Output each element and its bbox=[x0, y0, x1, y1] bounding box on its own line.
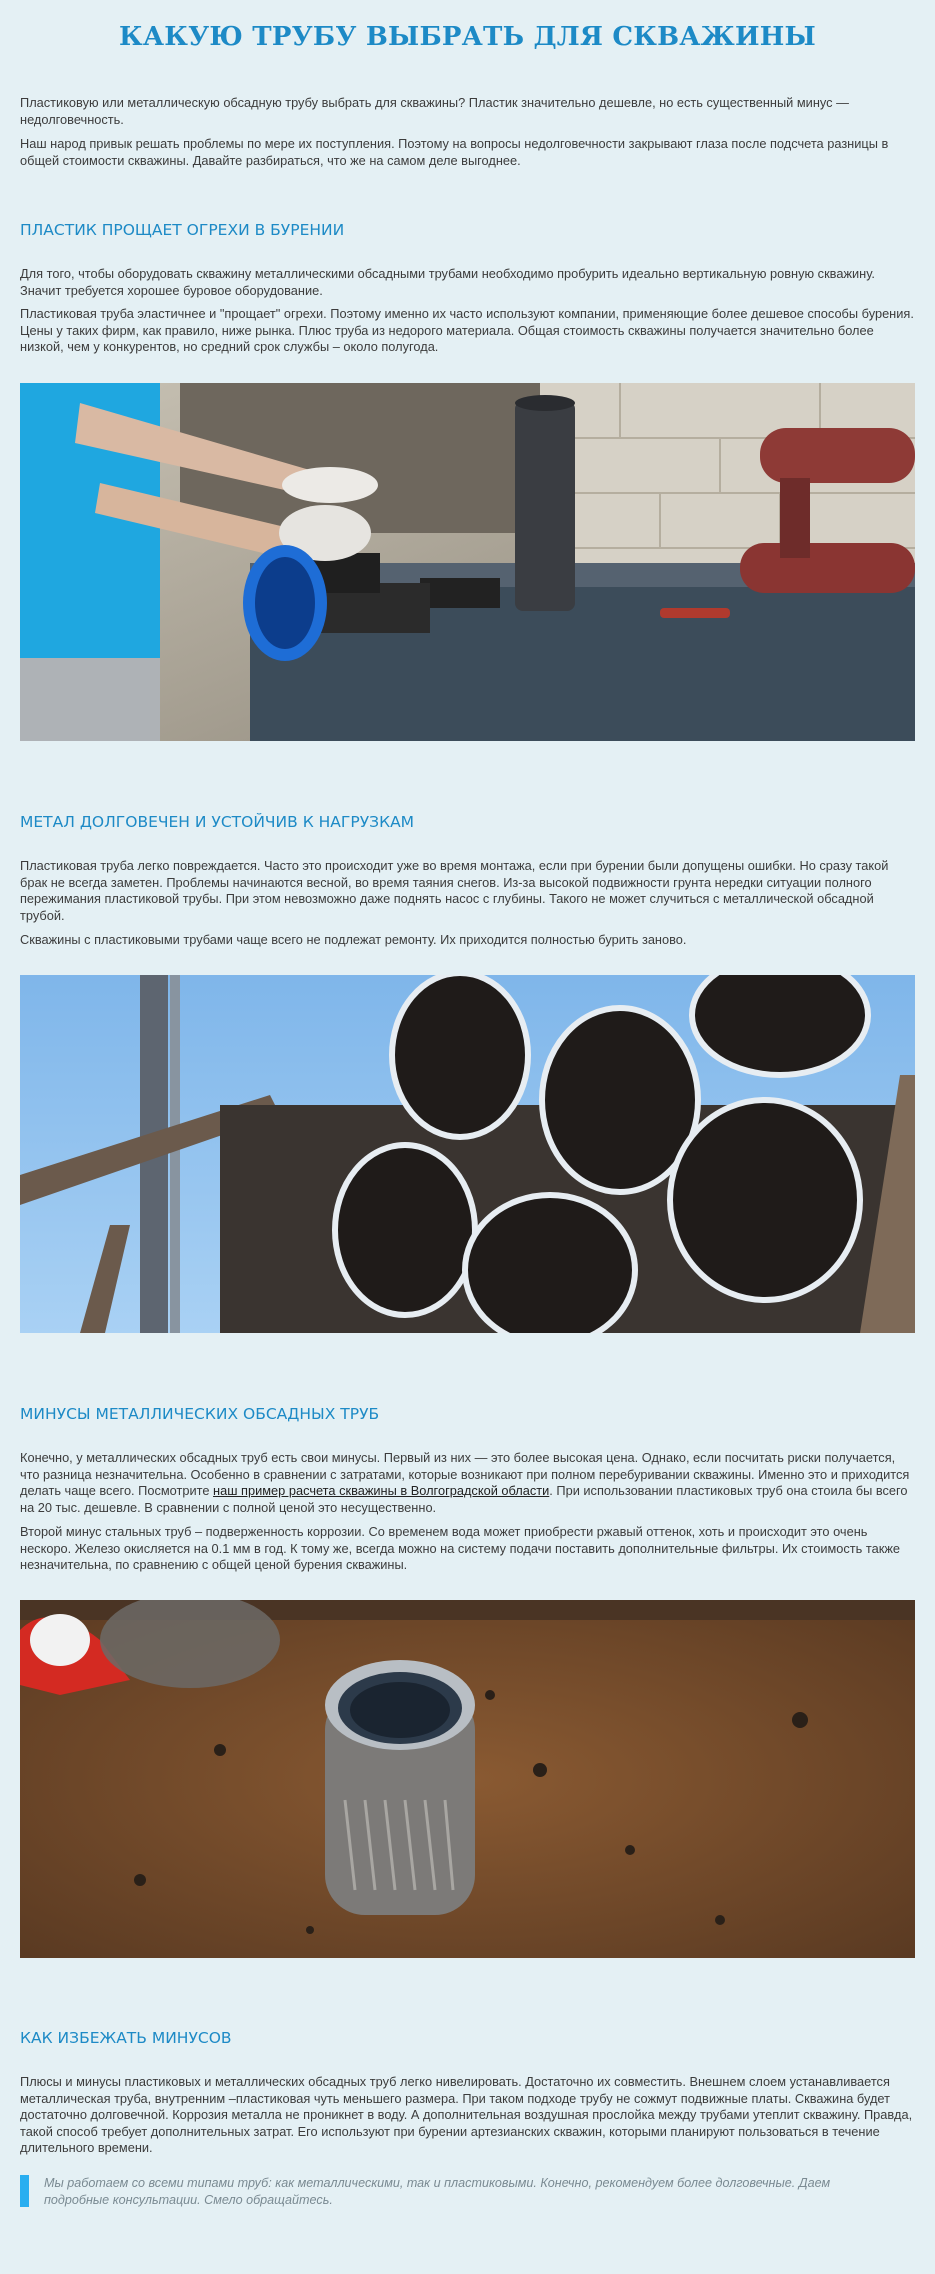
photo-plastic-pipe-vise bbox=[20, 383, 915, 741]
section-heading-metal: МЕТАЛ ДОЛГОВЕЧЕН И УСТОЙЧИВ К НАГРУЗКАМ bbox=[20, 813, 415, 831]
minuses-text-before: Конечно, у металлических обсадных труб есть свои минусы. Первый из них — это более высокая цена. Однако, если посчитать риски получается, что разница незначительна. Особенно в сравнении с затратами, которые возникают при полном перебуривании скважины. Именно это и приходится делать чаще всего. Посмотрите bbox=[20, 1450, 910, 1498]
intro-paragraph-2: Наш народ привык решать проблемы по мере их поступления. Поэтому на вопросы недолговечности закрывают глаза после подсчета разницы в общей стоимости скважины. Давайте разбираться, что же на самом деле выгоднее. bbox=[20, 136, 889, 168]
page-title: КАКУЮ ТРУБУ ВЫБРАТЬ ДЛЯ СКВАЖИНЫ bbox=[119, 22, 816, 52]
section-heading-metal-minuses: МИНУСЫ МЕТАЛЛИЧЕСКИХ ОБСАДНЫХ ТРУБ bbox=[20, 1405, 380, 1423]
photo-steel-pipes-stack bbox=[20, 975, 915, 1333]
contact-quote: Мы работаем со всеми типами труб: как металлическими, так и пластиковыми. Конечно, рекомендуем более долговечные. Даем подробные консультации. Смело обращайтесь. bbox=[44, 2176, 831, 2207]
quote-accent-bar bbox=[20, 2175, 29, 2207]
minuses-text-after: . При использовании пластиковых труб она стоила бы всего на 20 тыс. дешевле. В сравнении с полной ценой это несущественно. bbox=[20, 1483, 908, 1515]
section-heading-avoid-minuses: КАК ИЗБЕЖАТЬ МИНУСОВ bbox=[20, 2029, 232, 2047]
section-metal-paragraph-1: Пластиковая труба легко повреждается. Часто это происходит уже во время монтажа, если при бурении были допущены ошибки. Но сразу такой брак не всегда заметен. Проблемы начинаются весной, во время таяния снегов. Из-за высокой подвижности грунта нередки ситуации полного пережимания пластиковой трубы. При этом невозможно даже поднять насос с глубины. Такого не может случиться с металлической обсадной трубой. bbox=[20, 858, 889, 923]
photo-pipe-in-ground bbox=[20, 1600, 915, 1958]
volgograd-calculation-link[interactable]: наш пример расчета скважины в Волгоградской области bbox=[213, 1483, 550, 1498]
section-metal-paragraph-2: Скважины с пластиковыми трубами чаще всего не подлежат ремонту. Их приходится полностью бурить заново. bbox=[20, 932, 687, 947]
section-plastic-paragraph-1: Для того, чтобы оборудовать скважину металлическими обсадными трубами необходимо пробурить идеально вертикальную ровную скважину. Значит требуется хорошее буровое оборудование. bbox=[20, 266, 875, 298]
section-avoid-paragraph-1: Плюсы и минусы пластиковых и металлических обсадных труб легко нивелировать. Достаточно их совместить. Внешнем слоем устанавливается металлическая труба, внутренним –пластиковая чуть меньшего размера. При таком подходе трубу не сожмут подвижные платы. Скважина будет достаточно долговечной. Коррозия металла не проникнет в воду. А дополнительная воздушная прослойка между трубами утеплит скважину. Правда, такой способ требует дополнительных затрат. Его используют при бурении артезианских скважин, которыми планируют пользоваться в течение длительного времени. bbox=[20, 2074, 913, 2155]
section-minuses-paragraph-1 bbox=[20, 1450, 915, 1516]
section-plastic-paragraph-2: Пластиковая труба эластичнее и "прощает" огрехи. Поэтому именно их часто используют компании, применяющие более дешевое способы бурения. Цены у таких фирм, как правило, ниже рынка. Плюс труба из недорого материала. Общая стоимость скважины получается значительно более низкой, чем у конкурентов, но средний срок службы – около полугода. bbox=[20, 306, 914, 354]
intro-paragraph-1: Пластиковую или металлическую обсадную трубу выбрать для скважины? Пластик значительно дешевле, но есть существенный минус — недолговечность. bbox=[20, 95, 849, 127]
section-heading-plastic: ПЛАСТИК ПРОЩАЕТ ОГРЕХИ В БУРЕНИИ bbox=[20, 221, 345, 239]
section-minuses-paragraph-2: Второй минус стальных труб – подверженность коррозии. Со временем вода может приобрести ржавый оттенок, хоть и происходит это очень нескоро. Железо окисляется на 0.1 мм в год. К тому же, всегда можно на систему подачи поставить дополнительные фильтры. Их стоимость также незначительна, по сравнению с общей ценой бурения скважины. bbox=[20, 1524, 900, 1572]
